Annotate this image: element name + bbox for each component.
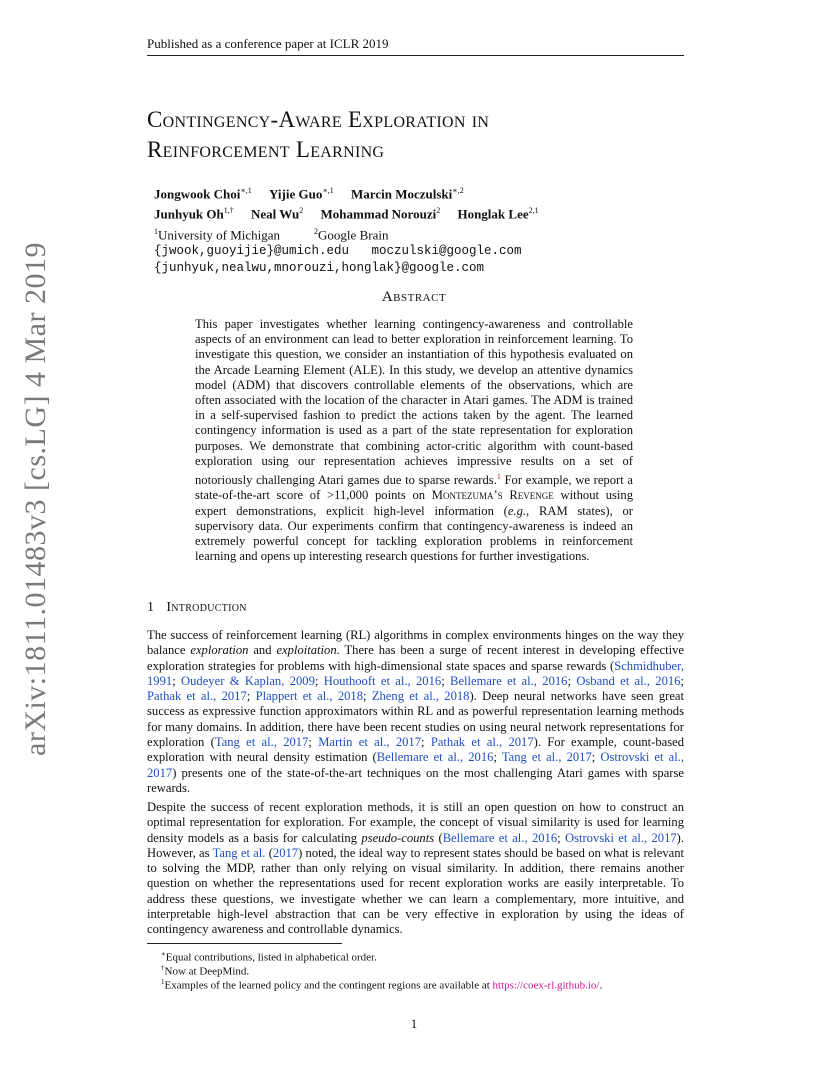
author-name: Honglak Lee [457,206,529,222]
paper-title [147,105,707,165]
citation-link[interactable]: Tang et al. [212,845,266,860]
affiliation-name: Google Brain [318,226,389,242]
author-name: Mohammad Norouzi [320,206,437,222]
author-name: Junhyuk Oh [154,206,224,222]
author-name: Yijie Guo [269,186,323,202]
author-block [154,182,674,277]
text: ( [434,830,443,845]
citation-link[interactable]: Bellemare et al., 2016 [450,673,568,688]
text-italic: exploration [190,643,249,658]
citation-link[interactable]: Tang et al., 2017 [501,750,592,765]
citation-link[interactable]: Pathak et al., 2017 [147,689,247,704]
citation-link[interactable]: Bellemare et al., 2016 [376,750,494,765]
running-header: Published as a conference paper at ICLR 2019 [147,36,684,56]
text-italic: pseudo-counts [361,830,435,845]
citation-link[interactable]: Pathak et al., 2017 [430,735,534,750]
text: ; [314,673,324,688]
author-row-1 [154,182,674,202]
section-number: 1 [147,600,155,615]
section-heading [147,600,247,616]
footnote-marker: † [161,964,165,972]
text: and [248,643,277,658]
text: ; [308,735,319,750]
author-name: Jongwook Choi [154,186,241,202]
text: ; [441,673,451,688]
project-url-link[interactable]: https://coex-rl.github.io/ [492,979,600,992]
author-marker: ∗,1 [322,186,334,195]
arxiv-identifier-text: arXiv:1811.01483v3 [cs.LG] 4 Mar 2019 [19,242,52,756]
intro-paragraph-2 [147,800,684,938]
text: ) presents one of the state-of-the-art techniques on the most challenging Atari games with sparse rewards. [147,765,684,795]
citation-link[interactable]: Schmidhuber, 1991 [147,658,684,688]
footnote-link[interactable]: 1 [496,472,501,482]
citation-link[interactable]: Osband et al., 2016 [576,673,681,688]
text: ) noted, the ideal way to represent states should be based on what is relevant to solving the MDP, rather than only relying on visual similarity. In addition, there remains another question on whether the representations used for recent exploration works are easily interpretable. To address these questions, we investigate whether we can learn a complementary, more intuitive, and interpretable high-level abstraction that can be very effective in exploration by using the ideas of contingency awareness and controllable dynamics. [147,845,685,937]
text: Despite the success of recent exploration methods, it is still an open question on how to construct an optimal representation for exploration. For example, the concept of visual similarity is used for learning density models as a basis for calculating [147,800,684,845]
citation-link[interactable]: Tang et al., 2017 [214,735,309,750]
citation-link[interactable]: Bellemare et al., 2016 [442,830,558,845]
author-marker: 2 [299,206,304,216]
abstract-text: , RAM states), or supervisory data. Our experiments confirm that contingency-awareness is indeed an extremely powerful concept for tackling exploration problems in reinforcement learning and opens up interesting research questions for further investigations. [195,503,633,564]
citation-link[interactable]: Oudeyer & Kaplan, 2009 [181,673,315,688]
citation-link[interactable]: Houthooft et al., 2016 [323,673,442,688]
game-name: Montezuma’s Revenge [431,488,554,503]
author-marker: ∗,2 [452,186,464,195]
text: ). However, as [147,830,685,860]
author-row-2 [154,202,674,222]
section-title: Introduction [166,600,247,615]
author-name: Neal Wu [251,206,300,222]
text: ; [680,673,684,688]
citation-link[interactable]: Zheng et al., 2018 [371,689,470,704]
text: ; [421,735,431,750]
author-marker: 2,1 [528,206,539,216]
text: ; [567,673,577,688]
footnote-text: Equal contributions, listed in alphabetical order. [165,951,377,964]
abstract-text-italic: e.g. [507,503,527,518]
footnote-marker: ∗ [161,950,166,958]
citation-link[interactable]: 2017 [272,845,299,860]
text: ; [172,673,182,688]
author-marker: ∗,1 [240,186,252,195]
citation-link[interactable]: Ostrovski et al., 2017 [564,830,677,845]
abstract-text: without using expert demonstrations, explicit high-level information ( [195,488,633,518]
text: ( [265,845,273,860]
affiliation-marker: 2 [314,226,319,236]
citation-link[interactable]: Martin et al., 2017 [318,735,422,750]
abstract-body [195,317,633,564]
abstract-heading: Abstract [381,289,447,305]
email-line: {jwook,guoyijie}@umich.edu moczulski@google.com [154,243,522,258]
author-marker: 1,† [223,206,234,216]
text: ; [246,689,256,704]
text: The success of reinforcement learning (RL) algorithms in complex environments hinges on the way they balance [147,628,684,658]
author-marker: 2 [436,206,441,216]
text: ; [591,750,601,765]
text: ; [363,689,372,704]
abstract-text: For example, we report a state-of-the-art score of >11,000 points on [195,473,633,503]
footnote-marker: 1 [161,978,165,986]
affiliation-marker: 1 [154,226,158,236]
text: ; [493,750,502,765]
footnote-text: Examples of the learned policy and the contingent regions are available at [164,979,493,992]
abstract-text: This paper investigates whether learning contingency-awareness and controllable aspects of an environment can lead to better exploration in reinforcement learning. To investigate this question, we consider an instantiation of this hypothesis evaluated on the Arcade Learning Element (ALE). In this study, we develop an attentive dynamics model (ADM) that discovers controllable elements of the observations, which are often associated with the location of the character in Atari games. The ADM is trained in a self-supervised fashion to predict the actions taken by the agent. The learned contingency information is used as a part of the state representation for exploration purposes. We demonstrate that combining actor-critic algorithm with count-based exploration using our representation achieves impressive results on a set of notoriously challenging Atari games due to sparse rewards. [195,317,633,488]
email-line: {junhyuk,nealwu,mnorouzi,honglak}@google.com [154,260,485,275]
footnote-text: Now at DeepMind. [164,965,250,978]
title-line-2: Reinforcement Learning [147,137,385,162]
text-italic: exploitation [276,643,337,658]
footnote-divider [147,943,342,944]
text: . There has been a surge of recent interest in developing effective exploration strategies for problems with high-dimensional state spaces and sparse rewards ( [147,643,685,673]
text: ). Deep neural networks have seen great success as expressive function approximators within RL and as powerful representation learning methods for many domains. In addition, there have been recent studies on using neural network representations for exploration ( [147,689,685,750]
citation-link[interactable]: Ostrovski et al., 2017 [147,750,685,780]
citation-link[interactable]: Plappert et al., 2018 [255,689,364,704]
footnote-text: . [599,979,603,992]
text: ). For example, count-based exploration with neural density estimation ( [147,735,685,765]
text: ; [557,830,565,845]
title-line-1: Contingency-Aware Exploration in [147,107,490,132]
page-number: 1 [410,1016,418,1031]
intro-paragraph-1 [147,628,684,796]
affiliations [154,223,674,243]
affiliation-name: University of Michigan [158,226,281,242]
footnote [161,976,602,993]
author-name: Marcin Moczulski [351,186,453,202]
